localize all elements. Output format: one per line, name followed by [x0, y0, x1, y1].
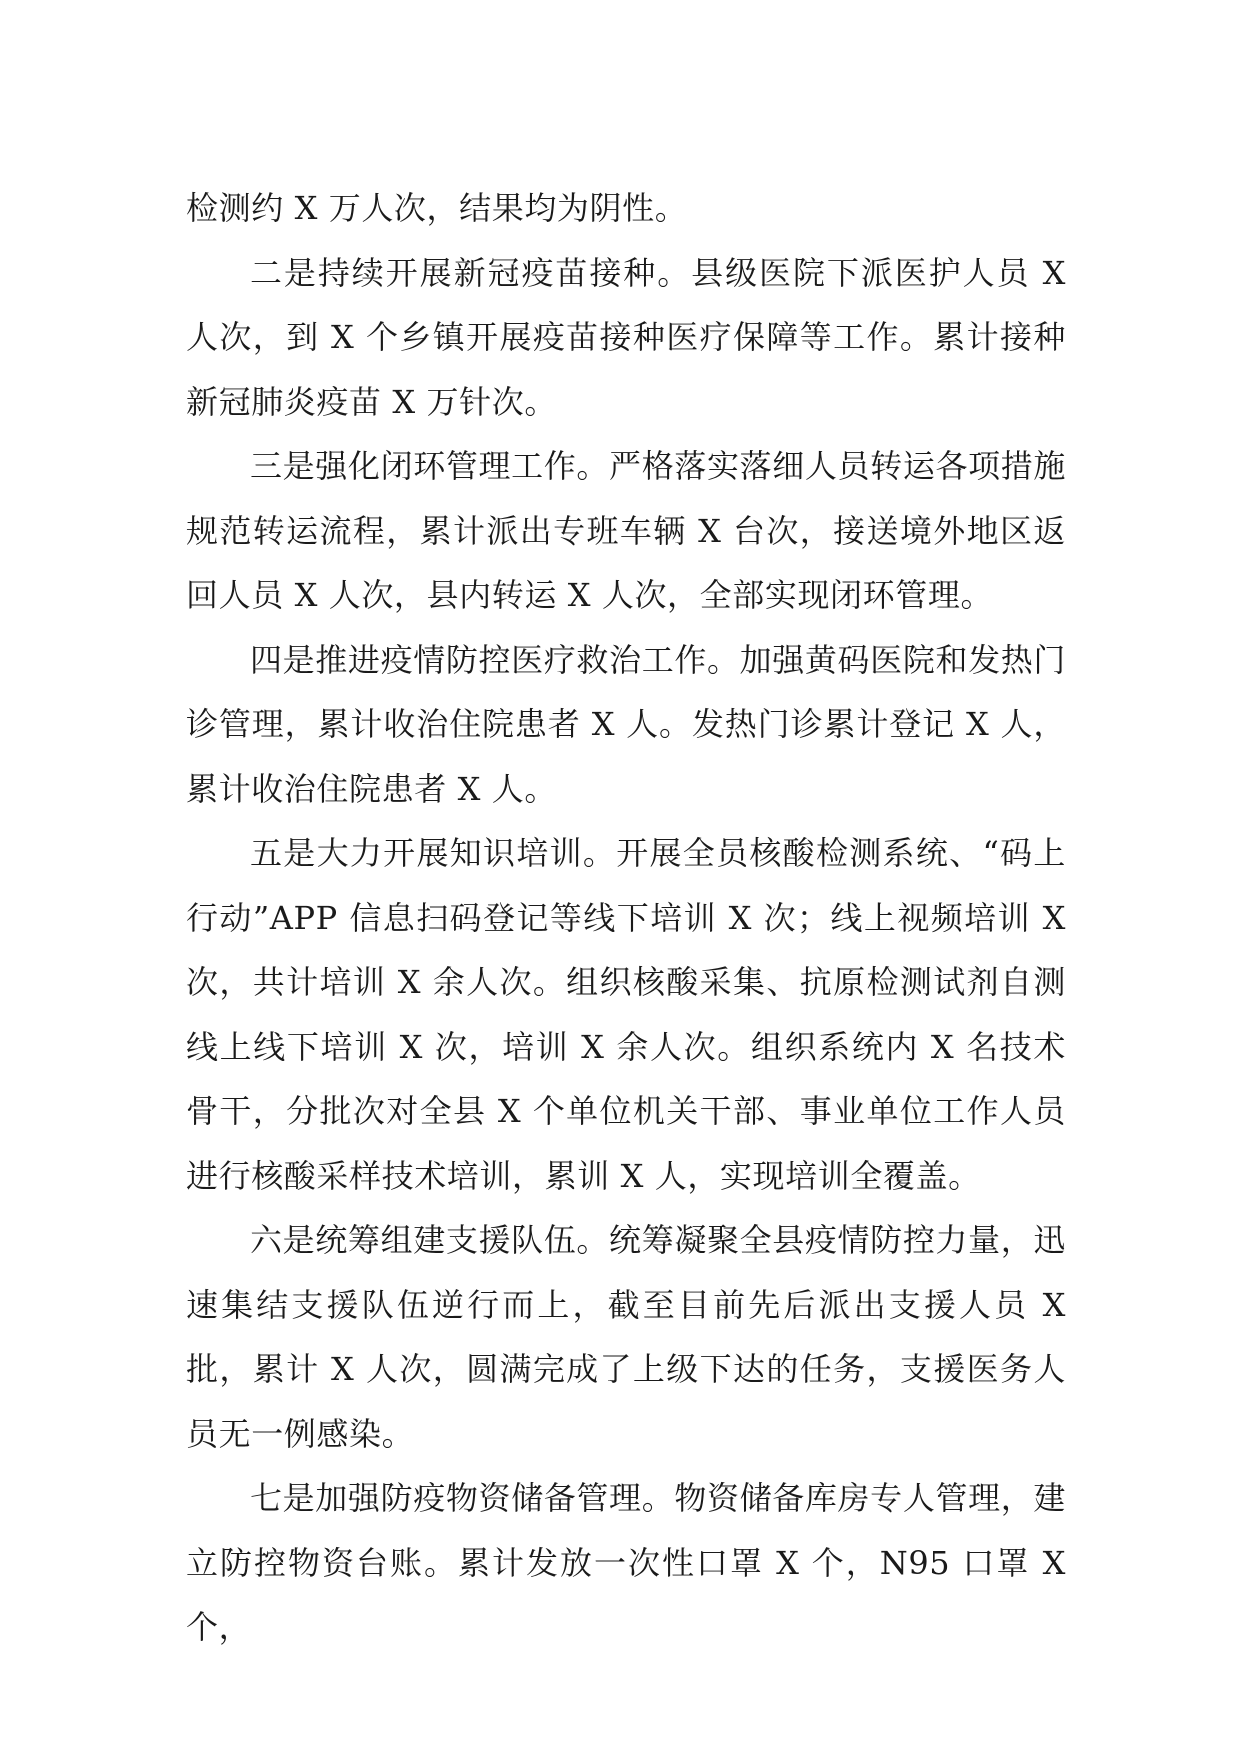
paragraph-4: 四是推进疫情防控医疗救治工作。加强黄码医院和发热门诊管理，累计收治住院患者 X 人。发热门诊累计登记 X 人，累计收治住院患者 X 人。 [186, 640, 1066, 808]
paragraph-6: 六是统筹组建支援队伍。统筹凝聚全县疫情防控力量，迅速集结支援队伍逆行而上，截至目前先后派出支援人员 X 批，累计 X 人次，圆满完成了上级下达的任务，支援医务人员无一例感染。 [186, 1221, 1066, 1453]
document-body [186, 176, 1066, 1660]
paragraph-5: 五是大力开展知识培训。开展全员核酸检测系统、“码上行动”APP 信息扫码登记等线下培训 X 次；线上视频培训 X 次，共计培训 X 余人次。组织核酸采集、抗原检测试剂自测线上线下培训 X 次，培训 X 余人次。组织系统内 X 名技术骨干，分批次对全县 X 个单位机关干部、事业单位工作人员进行核酸采样技术培训，累训 X 人，实现培训全覆盖。 [186, 834, 1066, 1195]
paragraph-7: 七是加强防疫物资储备管理。物资储备库房专人管理，建立防控物资台账。累计发放一次性口罩 X 个，N95 口罩 X 个， [186, 1479, 1066, 1646]
paragraph-3: 三是强化闭环管理工作。严格落实落细人员转运各项措施规范转运流程，累计派出专班车辆 X 台次，接送境外地区返回人员 X 人次，县内转运 X 人次，全部实现闭环管理。 [186, 447, 1066, 614]
paragraph-2: 二是持续开展新冠疫苗接种。县级医院下派医护人员 X 人次，到 X 个乡镇开展疫苗接种医疗保障等工作。累计接种新冠肺炎疫苗 X 万针次。 [186, 253, 1066, 421]
paragraph-1: 检测约 X 万人次，结果均为阴性。 [186, 189, 688, 227]
